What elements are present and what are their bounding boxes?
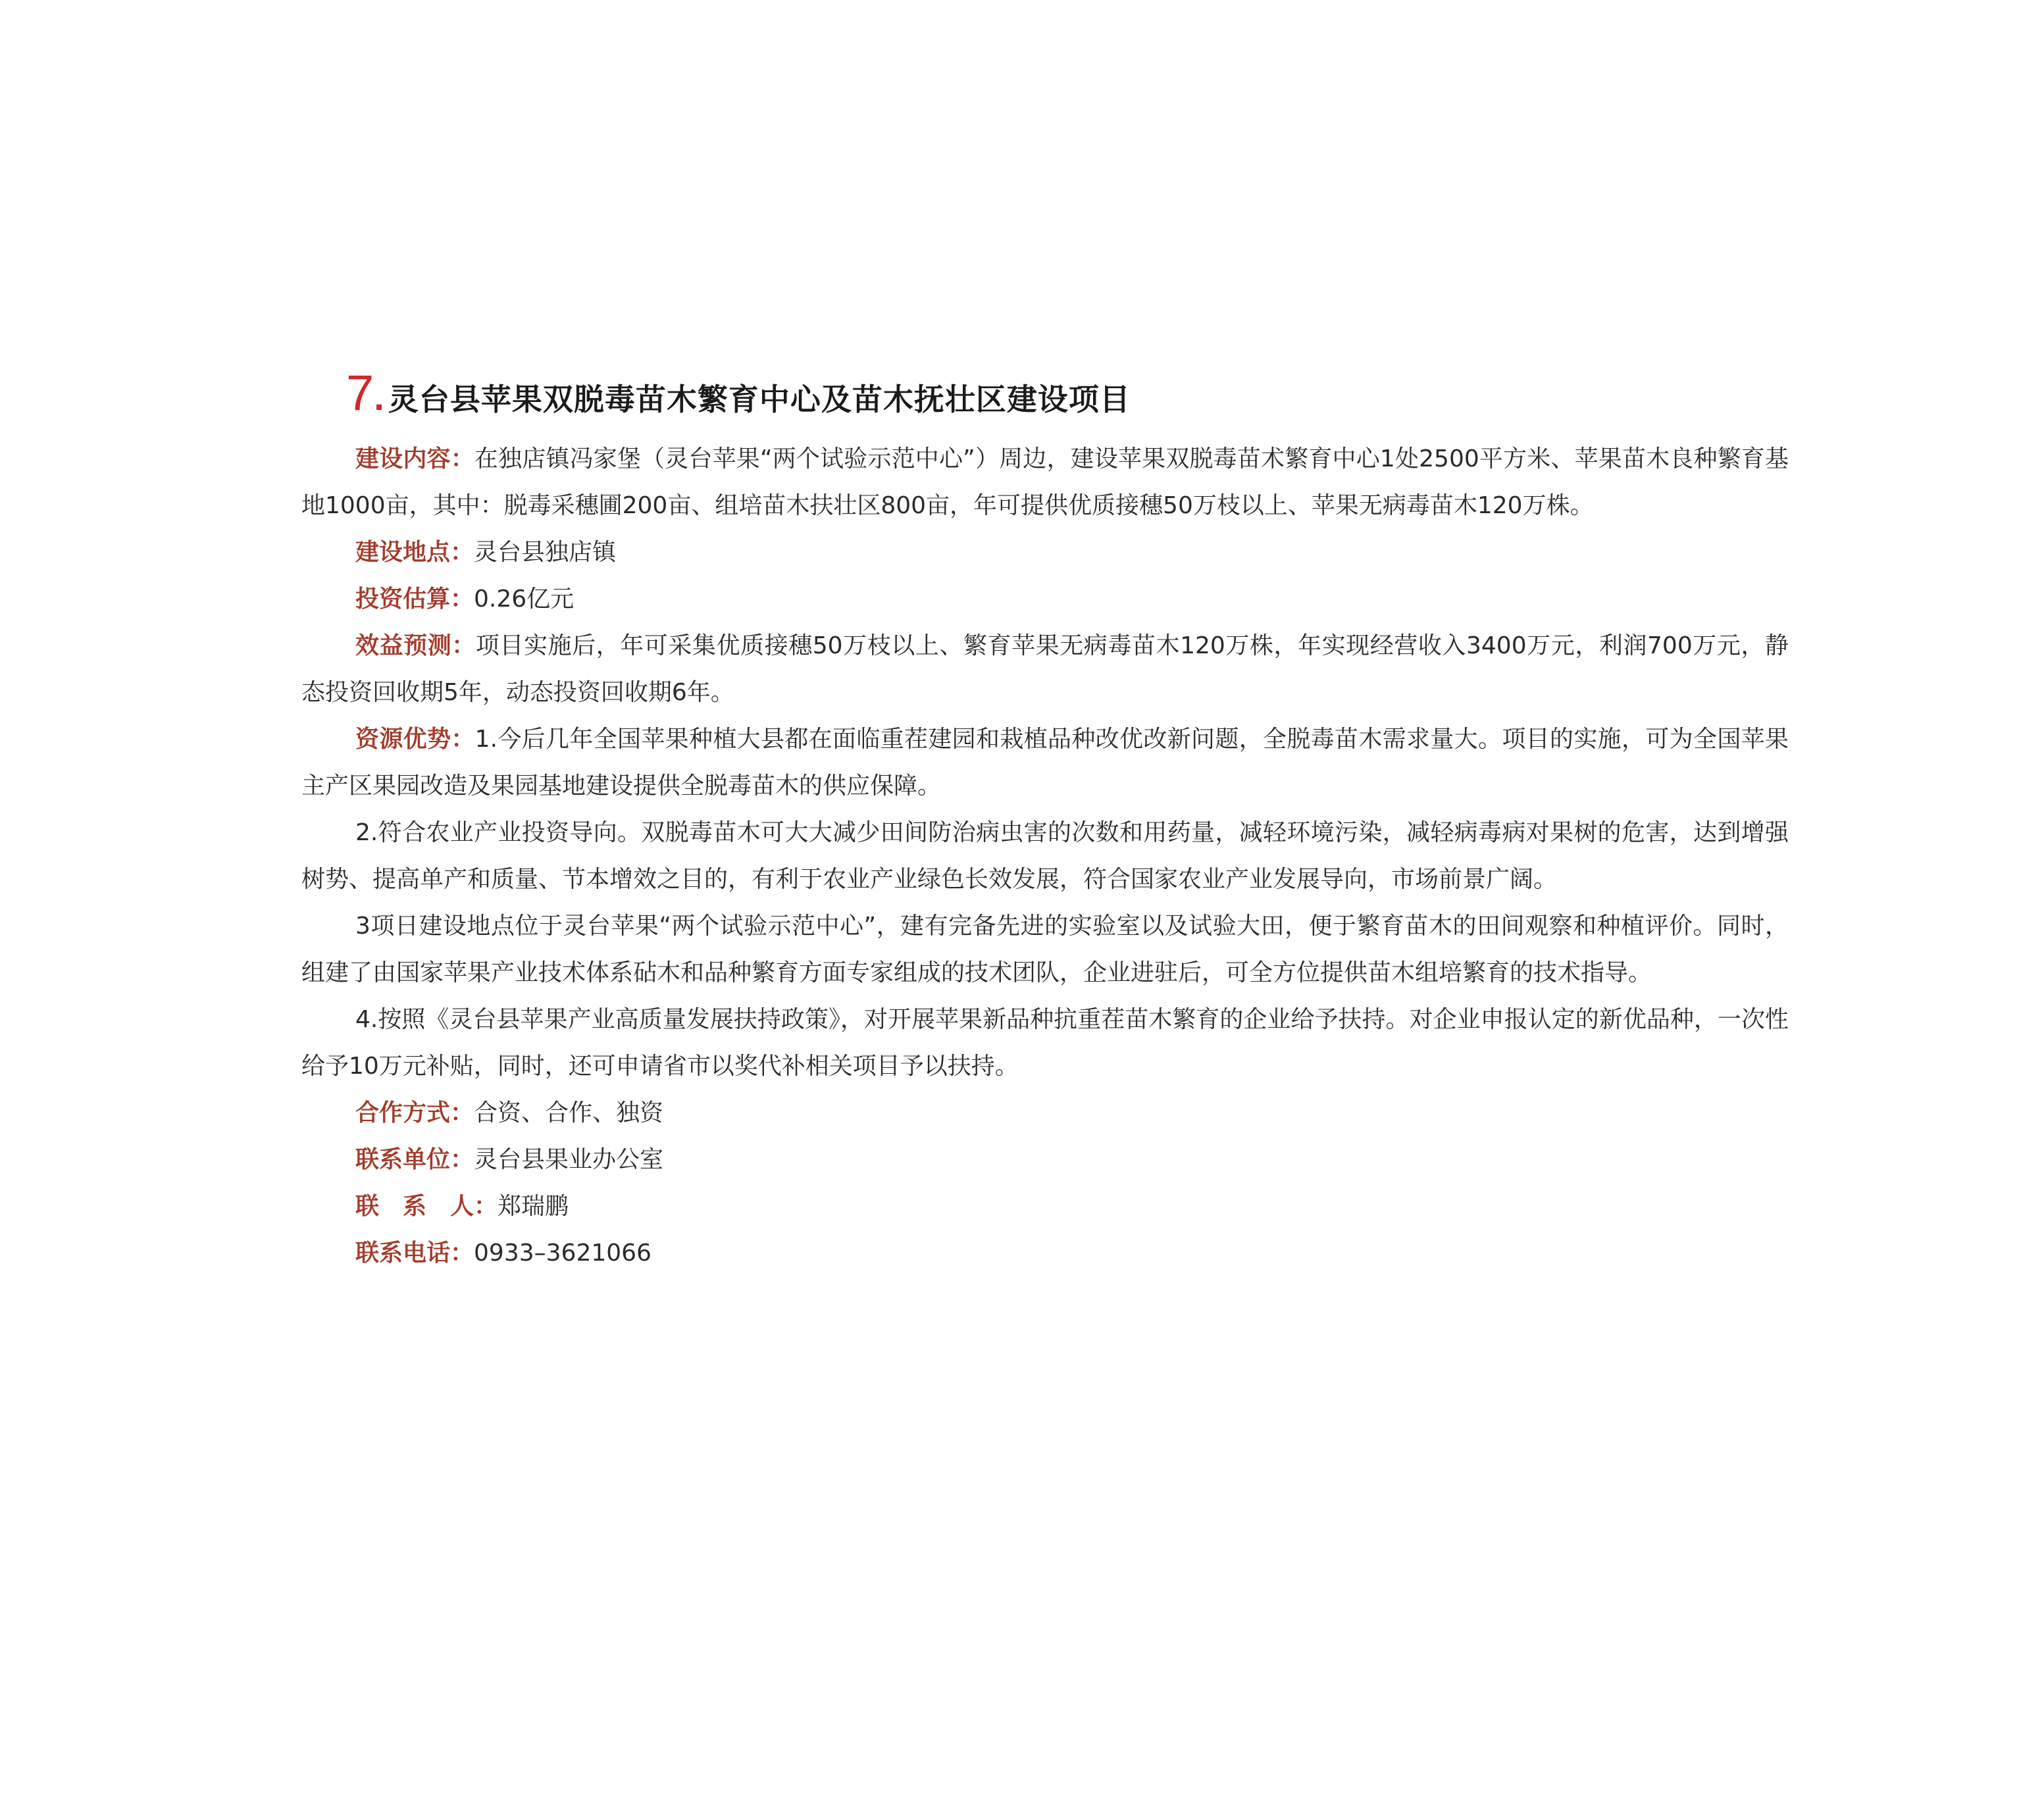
contact-person-paragraph xyxy=(301,1183,1789,1230)
location-text: 灵台县独店镇 xyxy=(474,539,617,566)
investment-text: 0.26亿元 xyxy=(474,586,575,613)
contact-unit-text: 灵台县果业办公室 xyxy=(474,1146,664,1173)
title-dot: . xyxy=(374,376,384,418)
advantage-paragraph-2: 2.符合农业产业投资导向。双脱毒苗木可大大减少田间防治病虫害的次数和用药量，减轻环境污染，减轻病毒病对果树的危害，达到增强树势、提高单产和质量、节本增效之目的，有利于农业产业绿色长效发展，符合国家农业产业发展导向，市场前景广阔。 xyxy=(301,819,1789,893)
advantage-paragraph-3: 3项日建设地点位于灵台苹果“两个试验示范中心”，建有完备先进的实验室以及试验大田，便于繁育苗木的田间观察和种植评价。同时，组建了由国家苹果产业技术体系砧木和品种繁育方面专家组成的技术团队，企业进驻后，可全方位提供苗木组培繁育的技术指导。 xyxy=(301,913,1789,986)
phone-text: 0933–3621066 xyxy=(474,1240,652,1267)
phone-label: 联系电话： xyxy=(355,1240,474,1267)
contact-unit-paragraph xyxy=(301,1136,1789,1183)
advantage-text-1: 1.今后几年全国苹果种植大县都在面临重茬建园和栽植品种改优改新问题，全脱毒苗木需求量大。项目的实施，可为全国苹果主产区果园改造及果园基地建设提供全脱毒苗木的供应保障。 xyxy=(301,726,1789,799)
benefit-text: 项目实施后，年可采集优质接穗50万枝以上、繁育苹果无病毒苗木120万株，年实现经营收入3400万元，利润700万元，静态投资回收期5年，动态投资回收期6年。 xyxy=(301,632,1789,706)
cooperation-label: 合作方式： xyxy=(355,1099,474,1126)
location-label: 建设地点： xyxy=(355,539,474,566)
project-article xyxy=(301,365,1789,1276)
construction-content-text: 在独店镇冯家堡（灵台苹果“两个试验示范中心”）周边，建设苹果双脱毒苗术繁育中心1处2500平方米、苹果苗木良种繁育基地1000亩，其中：脱毒采穗圃200亩、组培苗木扶壮区800亩，年可提供优质接穗50万枝以上、苹果无病毒苗木120万株。 xyxy=(301,445,1789,519)
phone-paragraph xyxy=(301,1230,1789,1276)
location-paragraph xyxy=(301,529,1789,576)
benefit-paragraph xyxy=(301,622,1789,716)
cooperation-text: 合资、合作、独资 xyxy=(474,1099,664,1126)
advantage-paragraph-1 xyxy=(301,716,1789,809)
contact-unit-label: 联系单位： xyxy=(355,1146,474,1173)
investment-paragraph xyxy=(301,576,1789,622)
cooperation-paragraph xyxy=(301,1090,1789,1136)
contact-person-label: 联 系 人： xyxy=(355,1193,498,1220)
title-text: 灵台县苹果双脱毒苗木繁育中心及苗木抚壮区建设项目 xyxy=(388,382,1131,417)
title-number: 7 xyxy=(346,365,374,421)
contact-person-text: 郑瑞鹏 xyxy=(498,1193,569,1220)
construction-content-paragraph xyxy=(301,436,1789,529)
benefit-label: 效益预测： xyxy=(355,632,476,659)
project-title xyxy=(346,365,1789,428)
advantage-label: 资源优势： xyxy=(355,726,475,753)
investment-label: 投资估算： xyxy=(355,586,474,613)
construction-content-label: 建设内容： xyxy=(355,445,474,472)
advantage-paragraph-4: 4.按照《灵台县苹果产业高质量发展扶持政策》，对开展苹果新品种抗重茬苗木繁育的企业给予扶持。对企业申报认定的新优品种，一次性给予10万元补贴，同时，还可申请省市以奖代补相关项目予以扶持。 xyxy=(301,1006,1789,1080)
